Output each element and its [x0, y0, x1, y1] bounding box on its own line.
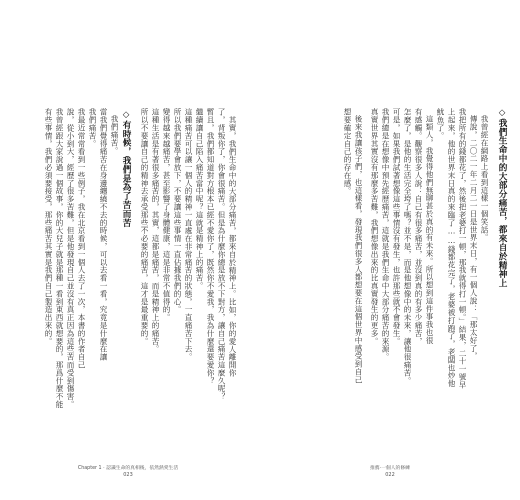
text-column: 所以我們要學會放下，不要讓這些事情一直佔據我們的心。	[173, 108, 182, 314]
text-column: 真實世界其實沒有那麼多苦難，我們想像出來的比真實發生的更多。	[370, 108, 379, 345]
text-column: 這種痛苦可以讓一個人的精神一直處在非常痛苦的狀態，一直痛苦下去。	[184, 108, 193, 361]
section-heading: ◇我們生命中的大部分痛苦，都來自於精神上	[497, 108, 507, 288]
text-column: 怎麼了，是他的生活完全垮了嗎？並不是，而是他想像中的未來，讓他很痛苦。	[403, 108, 412, 385]
text-column: 可是，如果我們試著想像這些事情沒有發生，也許那些就不會發生。	[392, 108, 401, 345]
text-column: 繼續讓自己陷入痛苦當中呢？這就是精神上的痛苦。	[195, 108, 204, 290]
text-column: 其實，我們生命中的大部分痛苦，都來自於精神上。比如，你的愛人離開你	[228, 116, 237, 377]
text-column: 變得越來越痛苦，甚至影響了身體健康，這是非常不值得的。	[162, 108, 171, 322]
text-column: 我曾經跟大家說過一個故事，你的大兒子就是那種一看到東西就想要的，那爲什麼不能	[55, 108, 64, 409]
text-column: 想要確定自己的存在感。	[343, 108, 352, 195]
text-column: 了，背叛你了，你會很痛苦。但是為什麼你總是放不下對方，讓自己痛苦這麼久呢？	[217, 108, 226, 401]
text-column: 說，從小到大，經歷了很多苦難，但是他發現自己並沒有真正因為這些苦而受到傷害。	[66, 108, 75, 409]
footer-book-title: 推薦·一個人的修練	[370, 466, 410, 471]
page-footer	[320, 466, 460, 478]
text-column: 我們痛苦。	[88, 108, 97, 148]
text-column: 有感觸。觀察很多人說：自己有很多痛苦，並沒到真的有多少痛苦，	[414, 108, 423, 345]
text-column: 魷魚了。	[436, 108, 445, 140]
page-number: 022	[385, 471, 395, 478]
page-number: 023	[123, 471, 133, 478]
text-column: 後來我讓孩子們，也這樣看，發現我們很多人都想要在這個世界中感受到自己	[354, 115, 363, 384]
text-column: 我把所有的錢都花了，然後把老婆打一頓，那我就得打一頓。」結果，二十一號早	[458, 108, 467, 389]
footer-chapter-title: Chapter 1 · 認識生命的真相後，依然熱愛生活	[77, 466, 179, 471]
text-column: 上起來，他的世界末日真的來臨了……錢都花完了，老婆被打跑了，老闆也炒他	[447, 108, 456, 388]
text-column: 有些事情，我們必須要接受，那些痛苦其實是我們自己製造出來的。	[44, 108, 53, 345]
text-column: 我曾經在網路上看到這樣一個笑話。	[480, 115, 489, 242]
section-heading: ◇有時候，我們是為了苦而苦	[121, 110, 131, 228]
page-footer	[58, 466, 198, 478]
text-column: 暫且，我們都知道對方根本已經不愛你了，既然你不愛我，我為什麼還要愛你？	[206, 108, 215, 385]
text-column: 當我們覺得痛苦在身邊纏繞不去的時候，可以去看一看，究竟是什麼在讓	[99, 108, 108, 361]
text-column: 這種生活是有著很多痛苦的，其實，這都是痛苦，而是精神上的痛苦。	[151, 108, 160, 353]
text-column: 這類人，我覺得他們無聊甚於真的有未來。所以想到這件事我也很	[425, 115, 434, 345]
text-column: 傳說，二〇二一年二月二一日是世界末日，有一個人說：「那太好了，	[469, 115, 478, 360]
text-column: 我們痛苦。	[110, 115, 119, 155]
right-page	[260, 0, 520, 500]
text-column: 我們總是在想像中預先經歷痛苦，這就是我們生命中大部分痛苦的來源。	[381, 108, 390, 361]
text-column: 所以不要讓自己的精神去承受那些不必要的痛苦，這才是最重要的。	[140, 108, 149, 345]
text-column: 我最近常常看到一些例子，我在北京看到一個人去了一次，本書的作者自己	[77, 108, 86, 369]
